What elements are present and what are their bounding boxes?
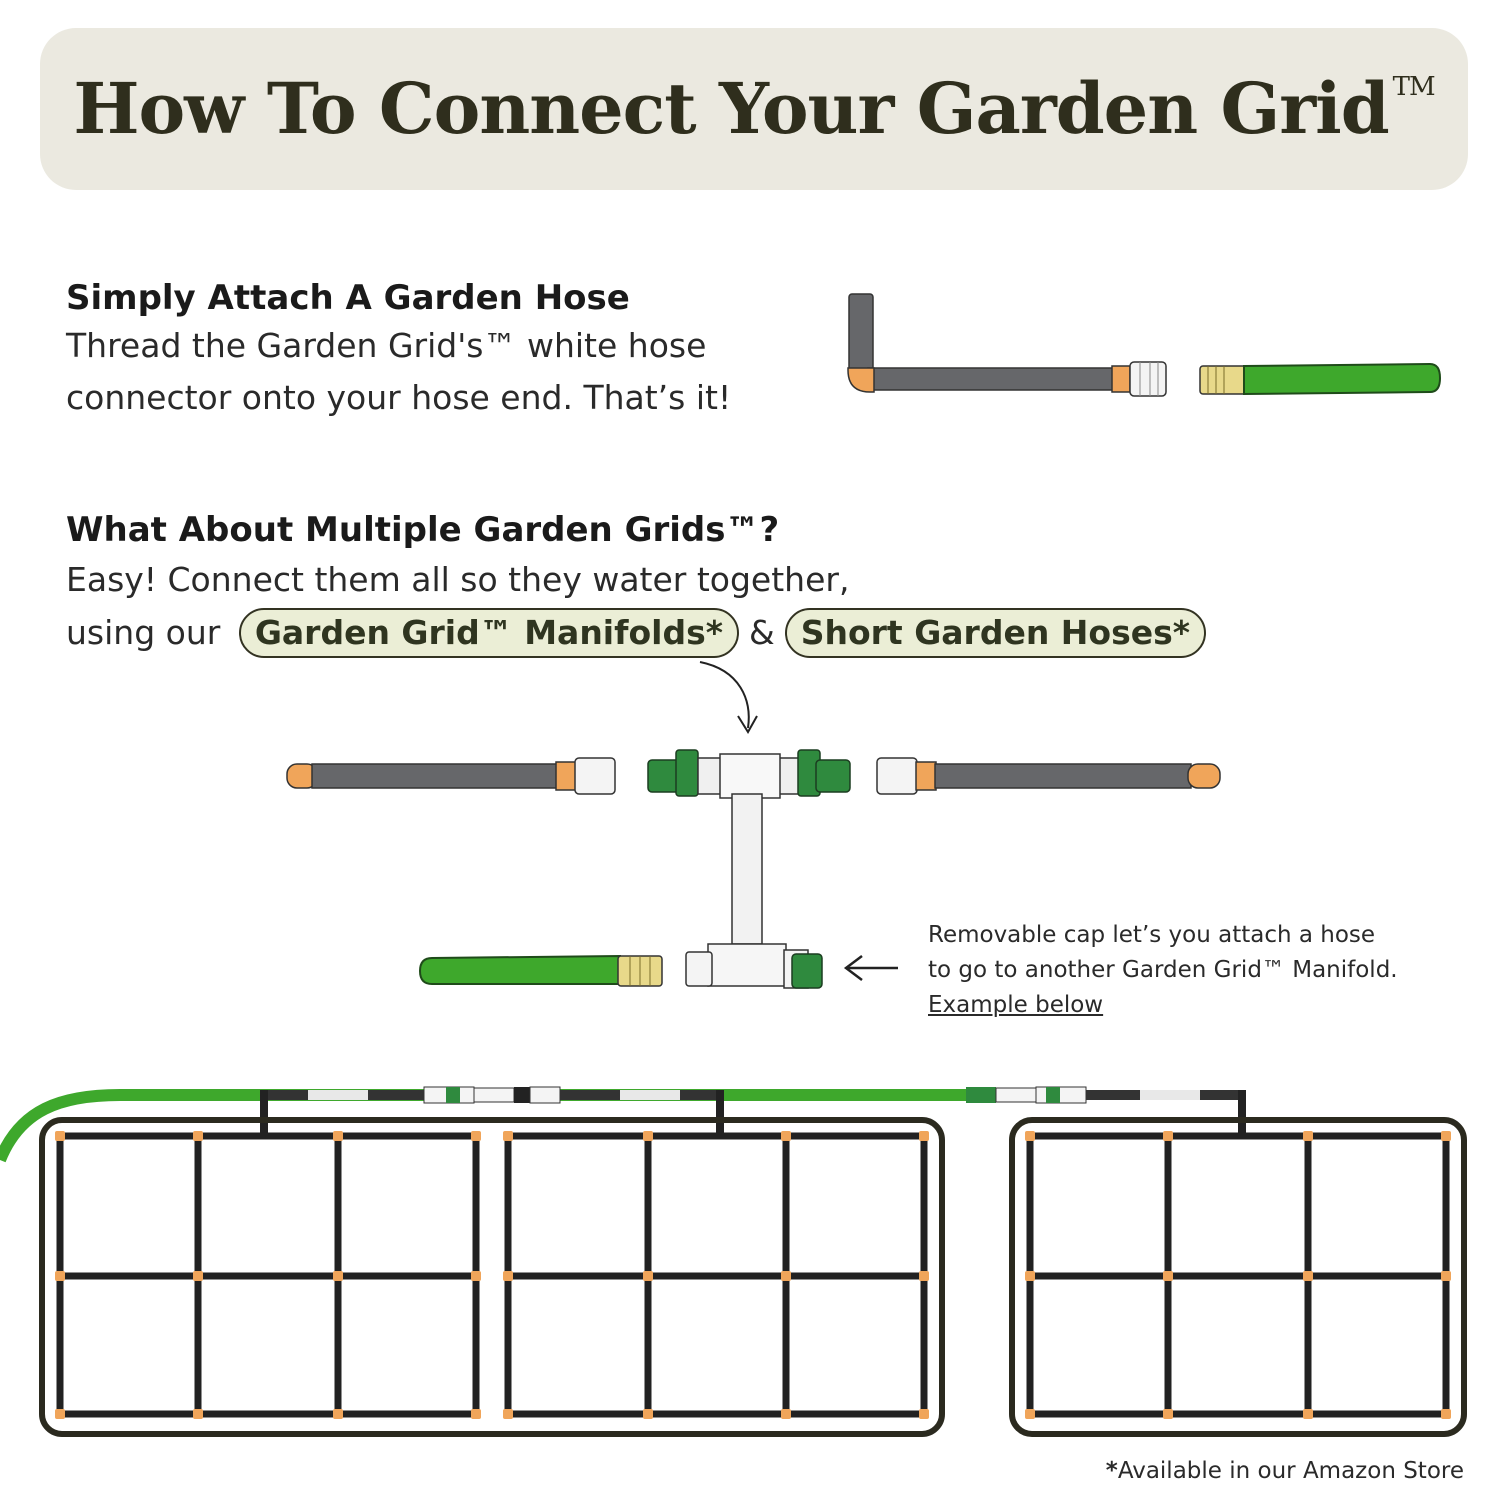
grid-a-connector <box>193 1271 203 1281</box>
grid-a-connector <box>333 1131 343 1141</box>
right-grid-hose <box>877 758 1220 794</box>
page-title-text: How To Connect Your Garden Grid <box>73 67 1389 150</box>
arrow-curved-down-icon <box>700 662 749 728</box>
section2-line1: Easy! Connect them all so they water together, <box>66 560 850 599</box>
grid-a-connector <box>471 1271 481 1281</box>
grid-c-connector <box>1025 1131 1035 1141</box>
grid-b-connector <box>643 1409 653 1419</box>
section1-line1: Thread the Garden Grid's™ white hose <box>66 326 707 365</box>
cap-note-line2: to go to another Garden Grid™ Manifold. <box>928 957 1398 983</box>
section2-heading: What About Multiple Garden Grids™? <box>66 510 780 550</box>
supply-hose <box>0 1095 1000 1160</box>
grid-c-connector <box>1441 1131 1451 1141</box>
grid-c-connector <box>1303 1131 1313 1141</box>
short-garden-hose-illustration <box>420 956 662 986</box>
grid-c-connector <box>1025 1409 1035 1419</box>
grid-a-connector <box>333 1409 343 1419</box>
section2-line2-prefix: using our <box>66 613 221 652</box>
grid-b-connector <box>643 1271 653 1281</box>
grid-b-connector <box>781 1131 791 1141</box>
grid-hose-connector-illustration <box>848 294 1166 396</box>
cap-note-line1: Removable cap let’s you attach a hose <box>928 922 1376 948</box>
grid-a-connector <box>193 1409 203 1419</box>
grid-b-connector <box>503 1409 513 1419</box>
grid-a-connector <box>333 1271 343 1281</box>
grid-a-connector <box>55 1131 65 1141</box>
grid-a-connector <box>55 1409 65 1419</box>
grid-c-connector <box>1441 1409 1451 1419</box>
footnote-text: Available in our Amazon Store <box>1117 1458 1464 1484</box>
garden-hose-illustration <box>1200 364 1440 394</box>
grid-b-connector <box>503 1271 513 1281</box>
grid-b-connector <box>919 1271 929 1281</box>
grid-c-connector <box>1303 1409 1313 1419</box>
grid-a-connector <box>193 1131 203 1141</box>
footnote-star: * <box>1105 1458 1118 1484</box>
grid-c-connector <box>1303 1271 1313 1281</box>
manifold-illustration <box>648 750 850 988</box>
left-grid-hose <box>287 758 615 794</box>
grid-c-connector <box>1025 1271 1035 1281</box>
arrow-left-icon <box>846 956 898 980</box>
grid-b-connector <box>503 1131 513 1141</box>
ampersand: & <box>748 613 775 652</box>
grid-b-connector <box>781 1271 791 1281</box>
example-below-link[interactable]: Example below <box>928 992 1104 1018</box>
garden-beds <box>42 1120 1464 1434</box>
grid-c-connector <box>1163 1271 1173 1281</box>
grid-a-connector <box>471 1409 481 1419</box>
grid-c-connector <box>1441 1271 1451 1281</box>
grid-a-connector <box>471 1131 481 1141</box>
section1-line2: connector onto your hose end. That’s it! <box>66 378 732 417</box>
manifolds-pill: Garden Grid™ Manifolds* <box>239 608 739 658</box>
grid-b-connector <box>919 1409 929 1419</box>
section1-heading: Simply Attach A Garden Hose <box>66 278 630 318</box>
grid-c-connector <box>1163 1409 1173 1419</box>
grid-b-connector <box>919 1131 929 1141</box>
trademark-mark: TM <box>1392 72 1435 102</box>
grid-a-connector <box>55 1271 65 1281</box>
grid-b-connector <box>643 1131 653 1141</box>
grid-b-connector <box>781 1409 791 1419</box>
grid-c-connector <box>1163 1131 1173 1141</box>
short-hoses-pill: Short Garden Hoses* <box>785 608 1206 658</box>
